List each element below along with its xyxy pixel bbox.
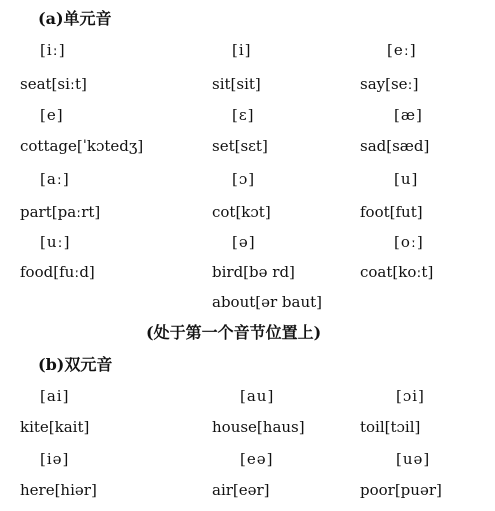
example-seat: seat[siːt] xyxy=(20,75,87,93)
ipa-symbol-epsilon: [ɛ] xyxy=(232,106,255,124)
ipa-symbol-u-schwa: [uə] xyxy=(396,450,431,468)
example-cottage: cottage[ˈkɔtedʒ] xyxy=(20,137,144,155)
example-set: set[sɛt] xyxy=(212,137,268,155)
example-sad: sad[sæd] xyxy=(360,137,430,155)
example-coat: coat[koːt] xyxy=(360,263,434,281)
example-food: food[fuːd] xyxy=(20,263,95,281)
example-cot: cot[kɔt] xyxy=(212,203,271,221)
ipa-symbol-o-long: [oː] xyxy=(394,233,424,251)
example-air: air[eər] xyxy=(212,481,270,499)
ipa-symbol-ash: [æ] xyxy=(394,106,423,124)
ipa-symbol-schwa: [ə] xyxy=(232,233,256,251)
example-poor: poor[puər] xyxy=(360,481,442,499)
ipa-symbol-a-long: [aː] xyxy=(40,170,70,188)
ipa-symbol-open-o: [ɔ] xyxy=(232,170,256,188)
ipa-symbol-au: [au] xyxy=(240,387,275,405)
example-here: here[hiər] xyxy=(20,481,97,499)
example-about: about[ər baut] xyxy=(212,293,323,311)
example-part: part[paːrt] xyxy=(20,203,101,221)
example-house: house[haus] xyxy=(212,418,305,436)
ipa-symbol-u-long: [uː] xyxy=(40,233,71,251)
example-kite: kite[kait] xyxy=(20,418,90,436)
position-note: (处于第一个音节位置上) xyxy=(146,323,322,342)
example-sit: sit[sit] xyxy=(212,75,261,93)
section-a-heading: (a)单元音 xyxy=(38,9,112,28)
ipa-symbol-ai: [ai] xyxy=(40,387,70,405)
ipa-symbol-e-long: [eː] xyxy=(387,41,417,59)
ipa-symbol-u: [u] xyxy=(394,170,419,188)
ipa-symbol-e: [e] xyxy=(40,106,64,124)
ipa-symbol-e-schwa: [eə] xyxy=(240,450,274,468)
ipa-symbol-oi: [ɔi] xyxy=(396,387,425,405)
example-foot: foot[fut] xyxy=(360,203,423,221)
example-toil: toil[tɔil] xyxy=(360,418,421,436)
ipa-symbol-i-schwa: [iə] xyxy=(40,450,70,468)
ipa-symbol-i-long: [iː] xyxy=(40,41,66,59)
example-say: say[seː] xyxy=(360,75,419,93)
section-b-heading: (b)双元音 xyxy=(38,355,113,374)
ipa-symbol-i: [i] xyxy=(232,41,252,59)
example-bird: bird[bə rd] xyxy=(212,263,295,281)
